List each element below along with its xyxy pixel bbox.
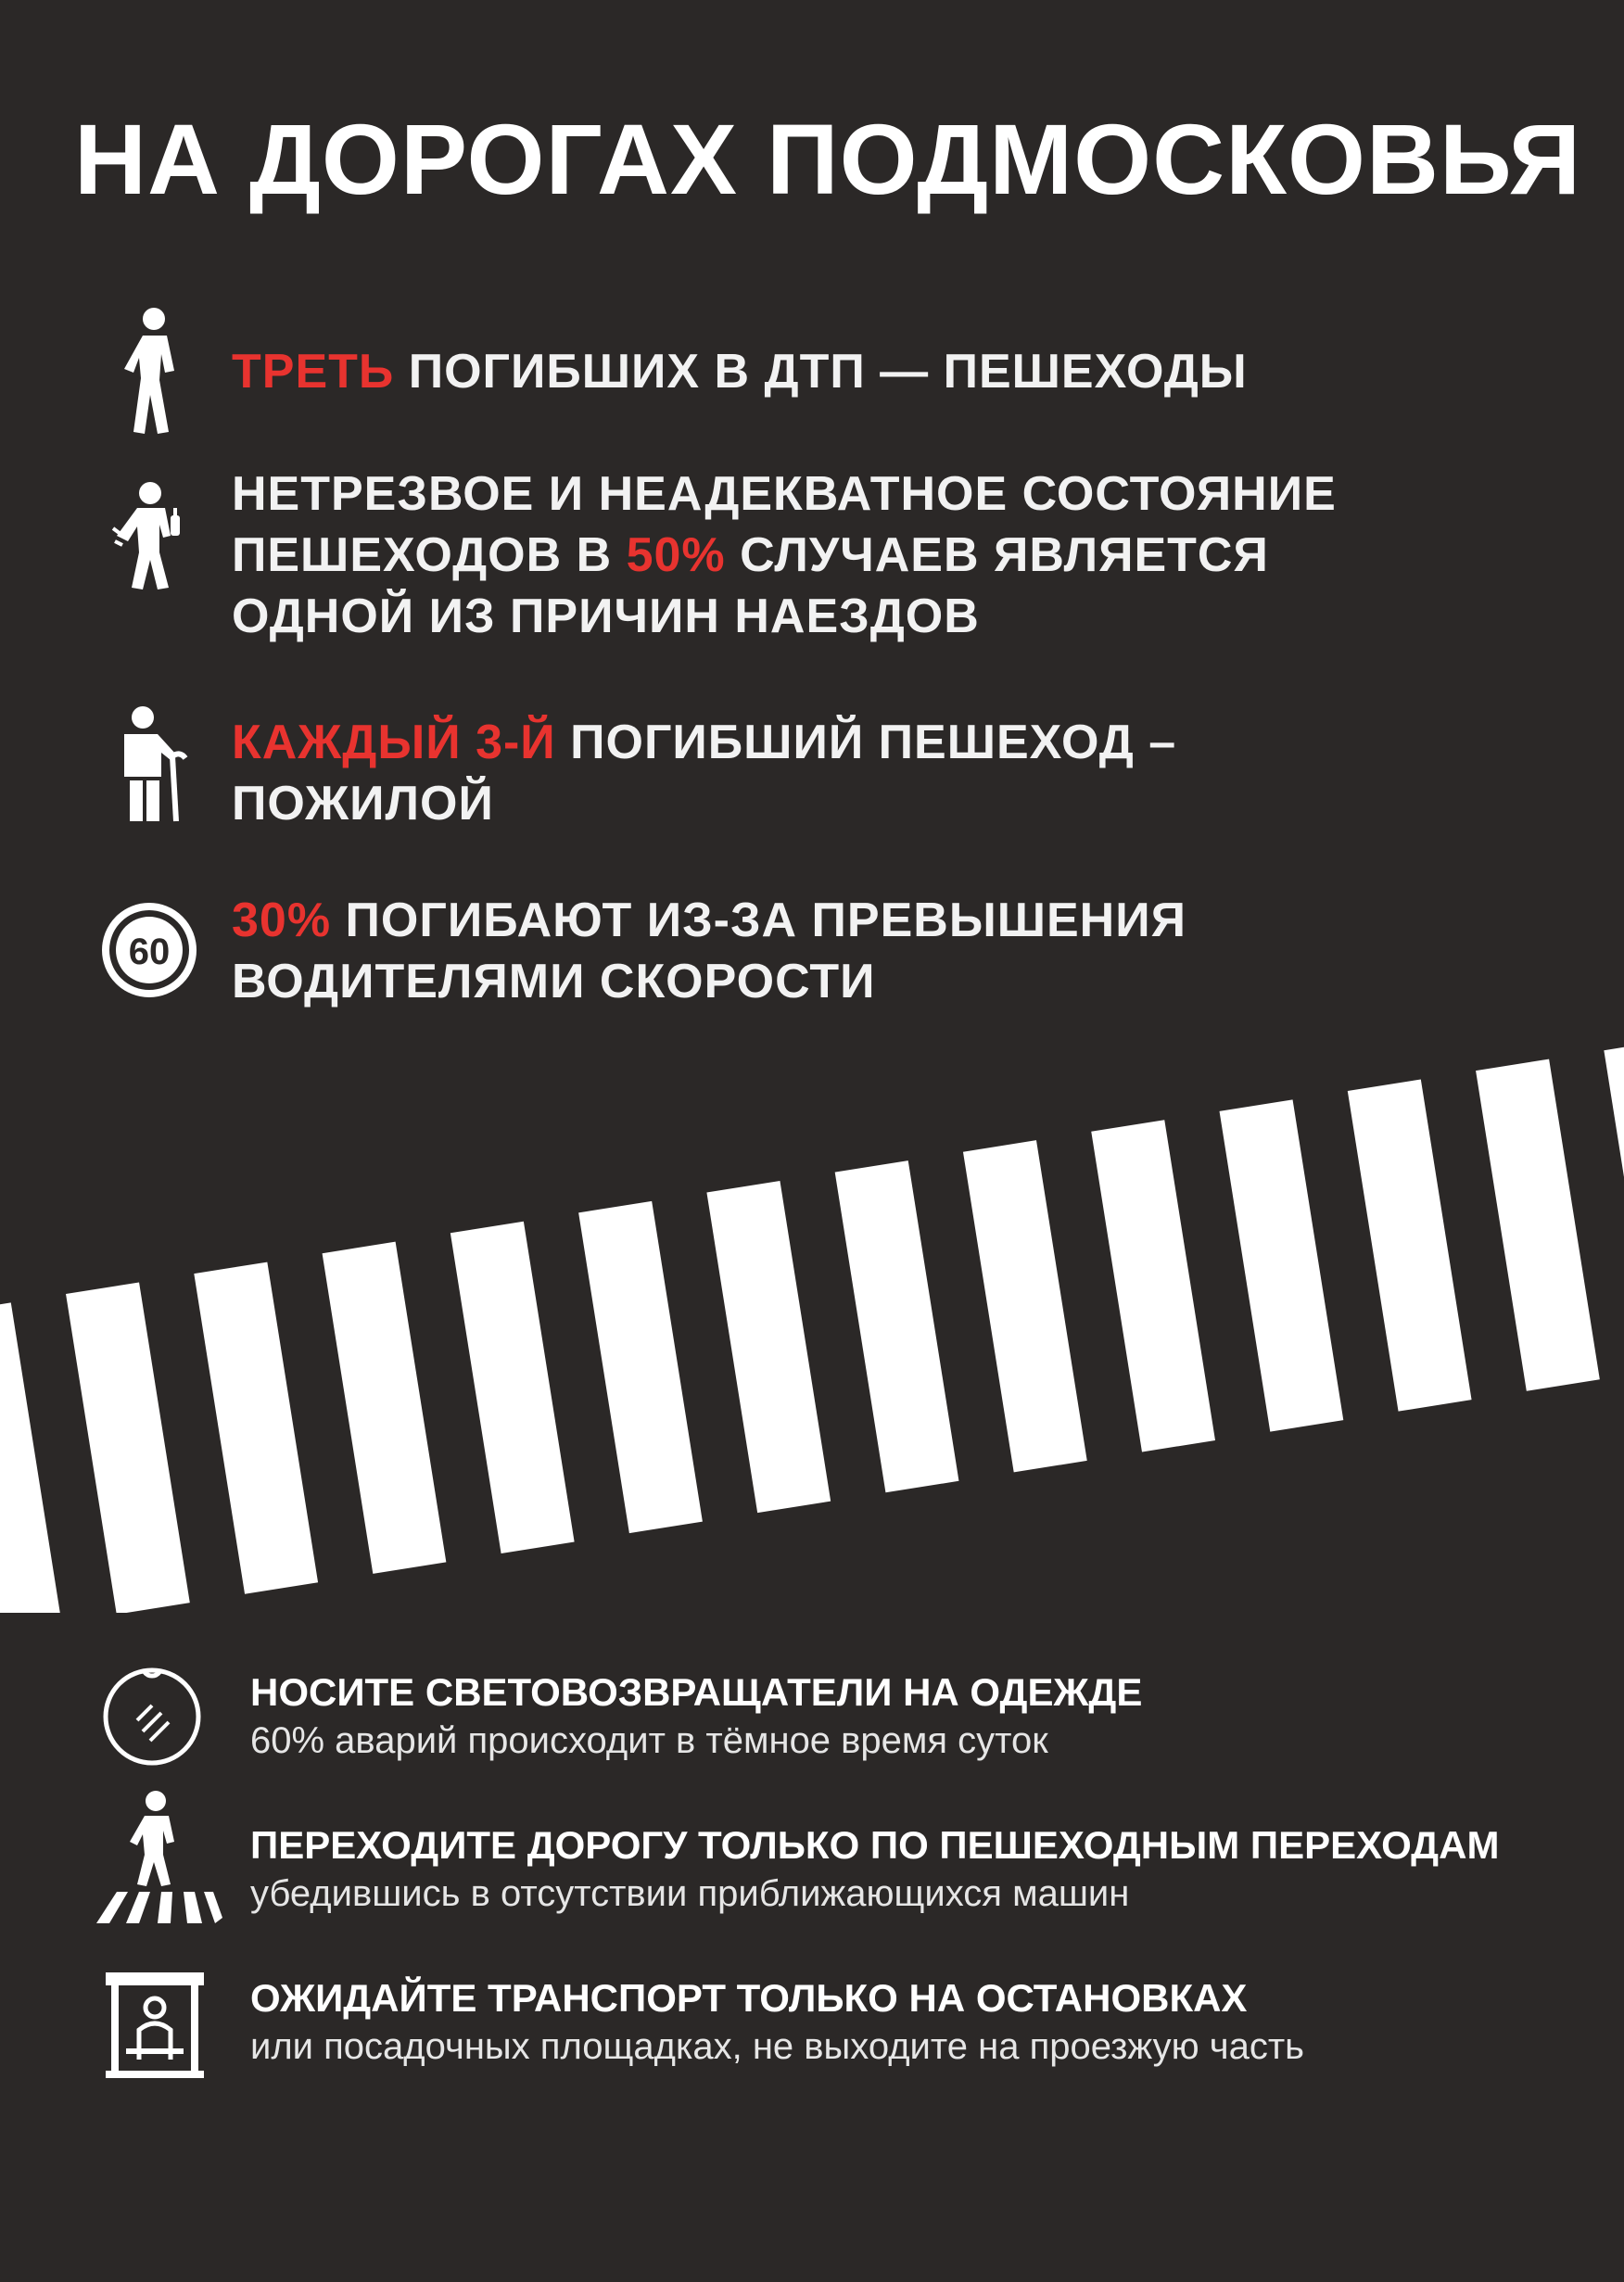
stat-line-2-pre: ПЕШЕХОДОВ В	[232, 528, 627, 582]
tip-heading: ПЕРЕХОДИТЕ ДОРОГУ ТОЛЬКО ПО ПЕШЕХОДНЫМ ПЕРЕХОДАМ	[250, 1823, 1500, 1867]
stat-line-1: НЕТРЕЗВОЕ И НЕАДЕКВАТНОЕ СОСТОЯНИЕ	[232, 467, 1337, 521]
crossing-stripe	[66, 1282, 190, 1613]
tip-text: или посадочных площадках, не выходите на проезжую часть	[250, 2026, 1304, 2067]
crossing-stripe	[835, 1160, 959, 1492]
poster-title: НА ДОРОГАХ ПОДМОСКОВЬЯ	[74, 103, 1582, 215]
stat-line-2	[232, 525, 1529, 586]
crossing-stripe	[1091, 1120, 1215, 1452]
pedestrian-icon	[111, 306, 213, 440]
stat-line-2: ВОДИТЕЛЯМИ СКОРОСТИ	[232, 955, 876, 1008]
stat-text	[232, 463, 1529, 647]
stat-accent: 50%	[626, 528, 726, 582]
stat-line-2: ПОЖИЛОЙ	[232, 777, 494, 830]
stat-line-1	[232, 890, 1529, 951]
stat-line: ПОГИБШИХ В ДТП — ПЕШЕХОДЫ	[394, 345, 1248, 399]
crossing-stripe	[1348, 1079, 1472, 1411]
stat-accent: 30%	[232, 894, 332, 947]
crossing-stripe	[963, 1140, 1087, 1472]
tip-heading: НОСИТЕ СВЕТОВОЗВРАЩАТЕЛИ НА ОДЕЖДЕ	[250, 1670, 1143, 1714]
crossing-stripe	[450, 1222, 575, 1553]
stat-line-3: ОДНОЙ ИЗ ПРИЧИН НАЕЗДОВ	[232, 590, 980, 643]
stat-accent: КАЖДЫЙ 3-Й	[232, 716, 556, 769]
crossing-stripe	[1604, 1039, 1624, 1371]
crossing-stripe	[1476, 1059, 1600, 1391]
crossing-stripe	[323, 1242, 447, 1574]
stat-line-1-post: ПОГИБАЮТ ИЗ-ЗА ПРЕВЫШЕНИЯ	[331, 894, 1186, 947]
bus-stop-icon	[104, 1971, 234, 2086]
tip-text: убедившись в отсутствии приближающихся машин	[250, 1873, 1130, 1914]
crossing-stripe	[194, 1262, 318, 1594]
tip-text: 60% аварий происходит в тёмное время суток	[250, 1720, 1048, 1761]
elderly-person-icon	[111, 704, 213, 830]
reflector-icon	[100, 1665, 230, 1773]
tip-heading: ОЖИДАЙТЕ ТРАНСПОРТ ТОЛЬКО НА ОСТАНОВКАХ	[250, 1976, 1248, 2020]
stat-text	[232, 712, 1529, 834]
crossing-stripe	[0, 1302, 62, 1613]
drunk-pedestrian-icon	[111, 480, 213, 596]
zebra-crossing	[0, 964, 1624, 1613]
stat-accent: ТРЕТЬ	[232, 345, 395, 399]
crosswalk-pedestrian-icon	[93, 1788, 222, 1932]
stat-text	[232, 341, 1529, 402]
crossing-stripe	[706, 1181, 831, 1513]
speed-sign-value: 60	[128, 932, 171, 972]
crossing-stripe	[578, 1201, 703, 1533]
crossing-stripe	[1220, 1099, 1344, 1431]
stat-line-1	[232, 712, 1529, 773]
stat-line-2-post: СЛУЧАЕВ ЯВЛЯЕТСЯ	[725, 528, 1269, 582]
stat-line-1-post: ПОГИБШИЙ ПЕШЕХОД –	[555, 716, 1177, 769]
